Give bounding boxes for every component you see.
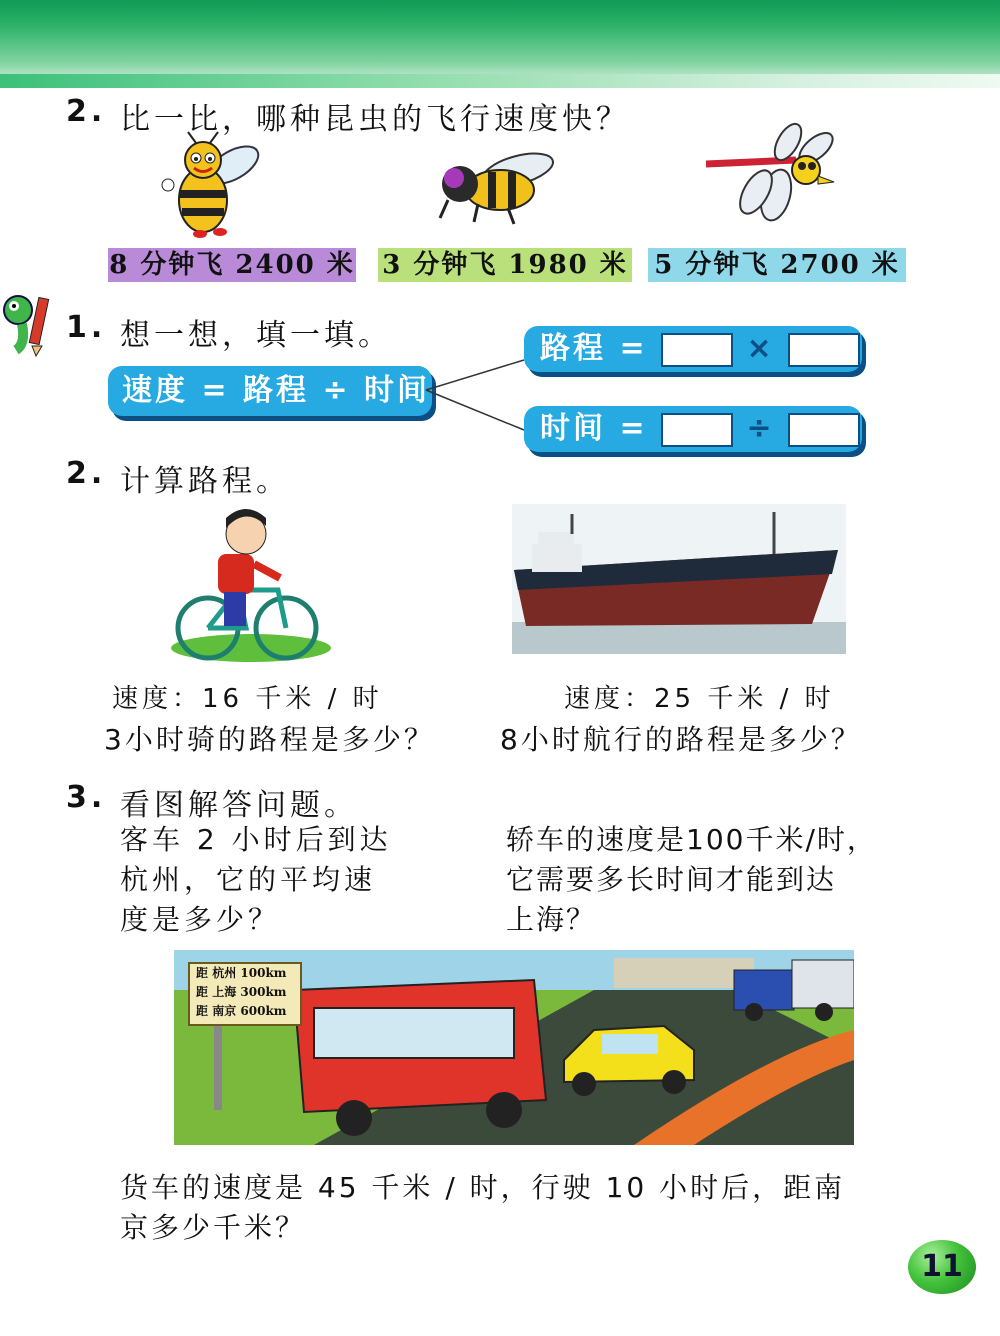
ship-speed-label: 速度：25 千米 / 时 <box>564 684 835 714</box>
question-title: 想一想，填一填。 <box>120 318 392 353</box>
question-right-line: 上海？ <box>506 903 597 936</box>
sign-row: 距 上海 300km <box>196 985 287 999</box>
blank-box[interactable] <box>788 333 860 367</box>
question-title: 比一比，哪种昆虫的飞行速度快？ <box>120 102 630 137</box>
distance-sign <box>188 962 302 1026</box>
blank-box[interactable] <box>661 333 733 367</box>
question-left-line: 客车 2 小时后到达 <box>120 823 392 856</box>
truck-question-line: 货车的速度是 45 千米 / 时，行驶 10 小时后，距南 <box>120 1171 846 1204</box>
dragonfly-icon <box>706 120 846 230</box>
question-number: 2. <box>66 456 107 491</box>
question-right-line: 它需要多长时间才能到达 <box>506 863 837 896</box>
truck-question-line: 京多少千米？ <box>120 1211 307 1244</box>
question-left-line: 杭州，它的平均速 <box>120 863 377 896</box>
connector-lines <box>420 356 530 436</box>
fly-icon <box>418 148 558 228</box>
cargo-ship-icon <box>512 504 846 654</box>
question-number: 3. <box>66 780 107 815</box>
question-number: 1. <box>66 310 107 345</box>
blank-box[interactable] <box>661 413 733 447</box>
bee-icon <box>158 130 268 240</box>
formula-speed: 速度 = 路程 ÷ 时间 <box>108 366 432 416</box>
question-title: 计算路程。 <box>120 464 290 499</box>
bike-speed-label: 速度：16 千米 / 时 <box>112 684 383 714</box>
question-title: 看图解答问题。 <box>120 788 358 823</box>
girl-bicycle-icon <box>168 504 334 664</box>
blank-box[interactable] <box>788 413 860 447</box>
insect-rate-bee: 8 分钟飞 2400 米 <box>109 250 355 280</box>
sign-row: 距 杭州 100km <box>196 966 287 980</box>
frog-pencil-icon <box>0 288 60 358</box>
formula-distance: 路程 = × <box>524 326 862 372</box>
formula-time: 时间 = ÷ <box>524 406 862 452</box>
ship-question: 8小时航行的路程是多少？ <box>500 723 862 756</box>
question-right-line: 轿车的速度是100千米/时， <box>506 823 877 856</box>
insect-rate-dragonfly: 5 分钟飞 2700 米 <box>648 248 906 282</box>
sign-row: 距 南京 600km <box>196 1004 287 1018</box>
page-header-band <box>0 0 1000 88</box>
question-left-line: 度是多少？ <box>120 903 281 936</box>
question-number: 2. <box>66 94 107 129</box>
insect-rate-fly: 3 分钟飞 1980 米 <box>378 248 632 282</box>
bike-question: 3小时骑的路程是多少？ <box>104 723 435 756</box>
page-number: 11 <box>908 1240 976 1294</box>
